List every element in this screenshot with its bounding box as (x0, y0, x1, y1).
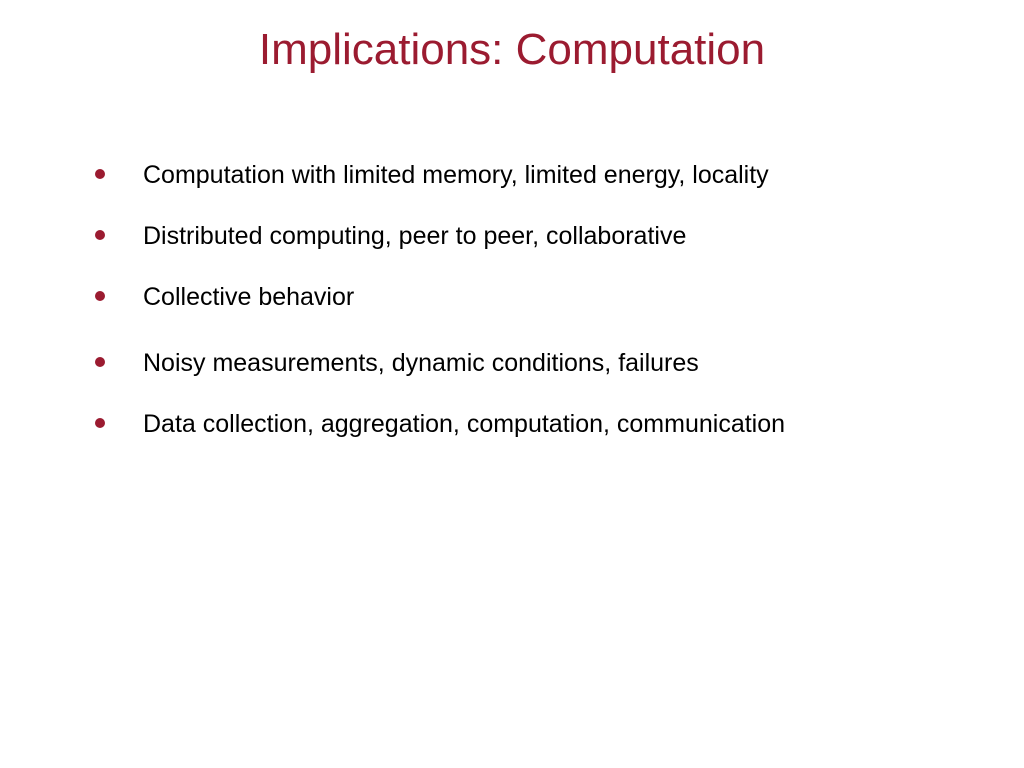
slide-title: Implications: Computation (258, 25, 766, 74)
bullet-dot-icon (95, 169, 105, 179)
bullet-text: Computation with limited memory, limited energy, locality (143, 161, 769, 189)
bullet-item (0, 343, 1024, 383)
bullet-text: Collective behavior (143, 283, 355, 311)
bullet-text: Noisy measurements, dynamic conditions, failures (143, 349, 699, 377)
bullet-dot-icon (95, 418, 105, 428)
bullet-text: Distributed computing, peer to peer, collaborative (143, 222, 687, 250)
bullet-item (0, 216, 1024, 256)
bullet-item (0, 404, 1024, 444)
bullet-item (0, 155, 1024, 195)
bullet-dot-icon (95, 291, 105, 301)
bullet-dot-icon (95, 230, 105, 240)
bullet-text: Data collection, aggregation, computation, communication (143, 410, 786, 438)
bullet-item (0, 277, 1024, 317)
bullet-dot-icon (95, 357, 105, 367)
